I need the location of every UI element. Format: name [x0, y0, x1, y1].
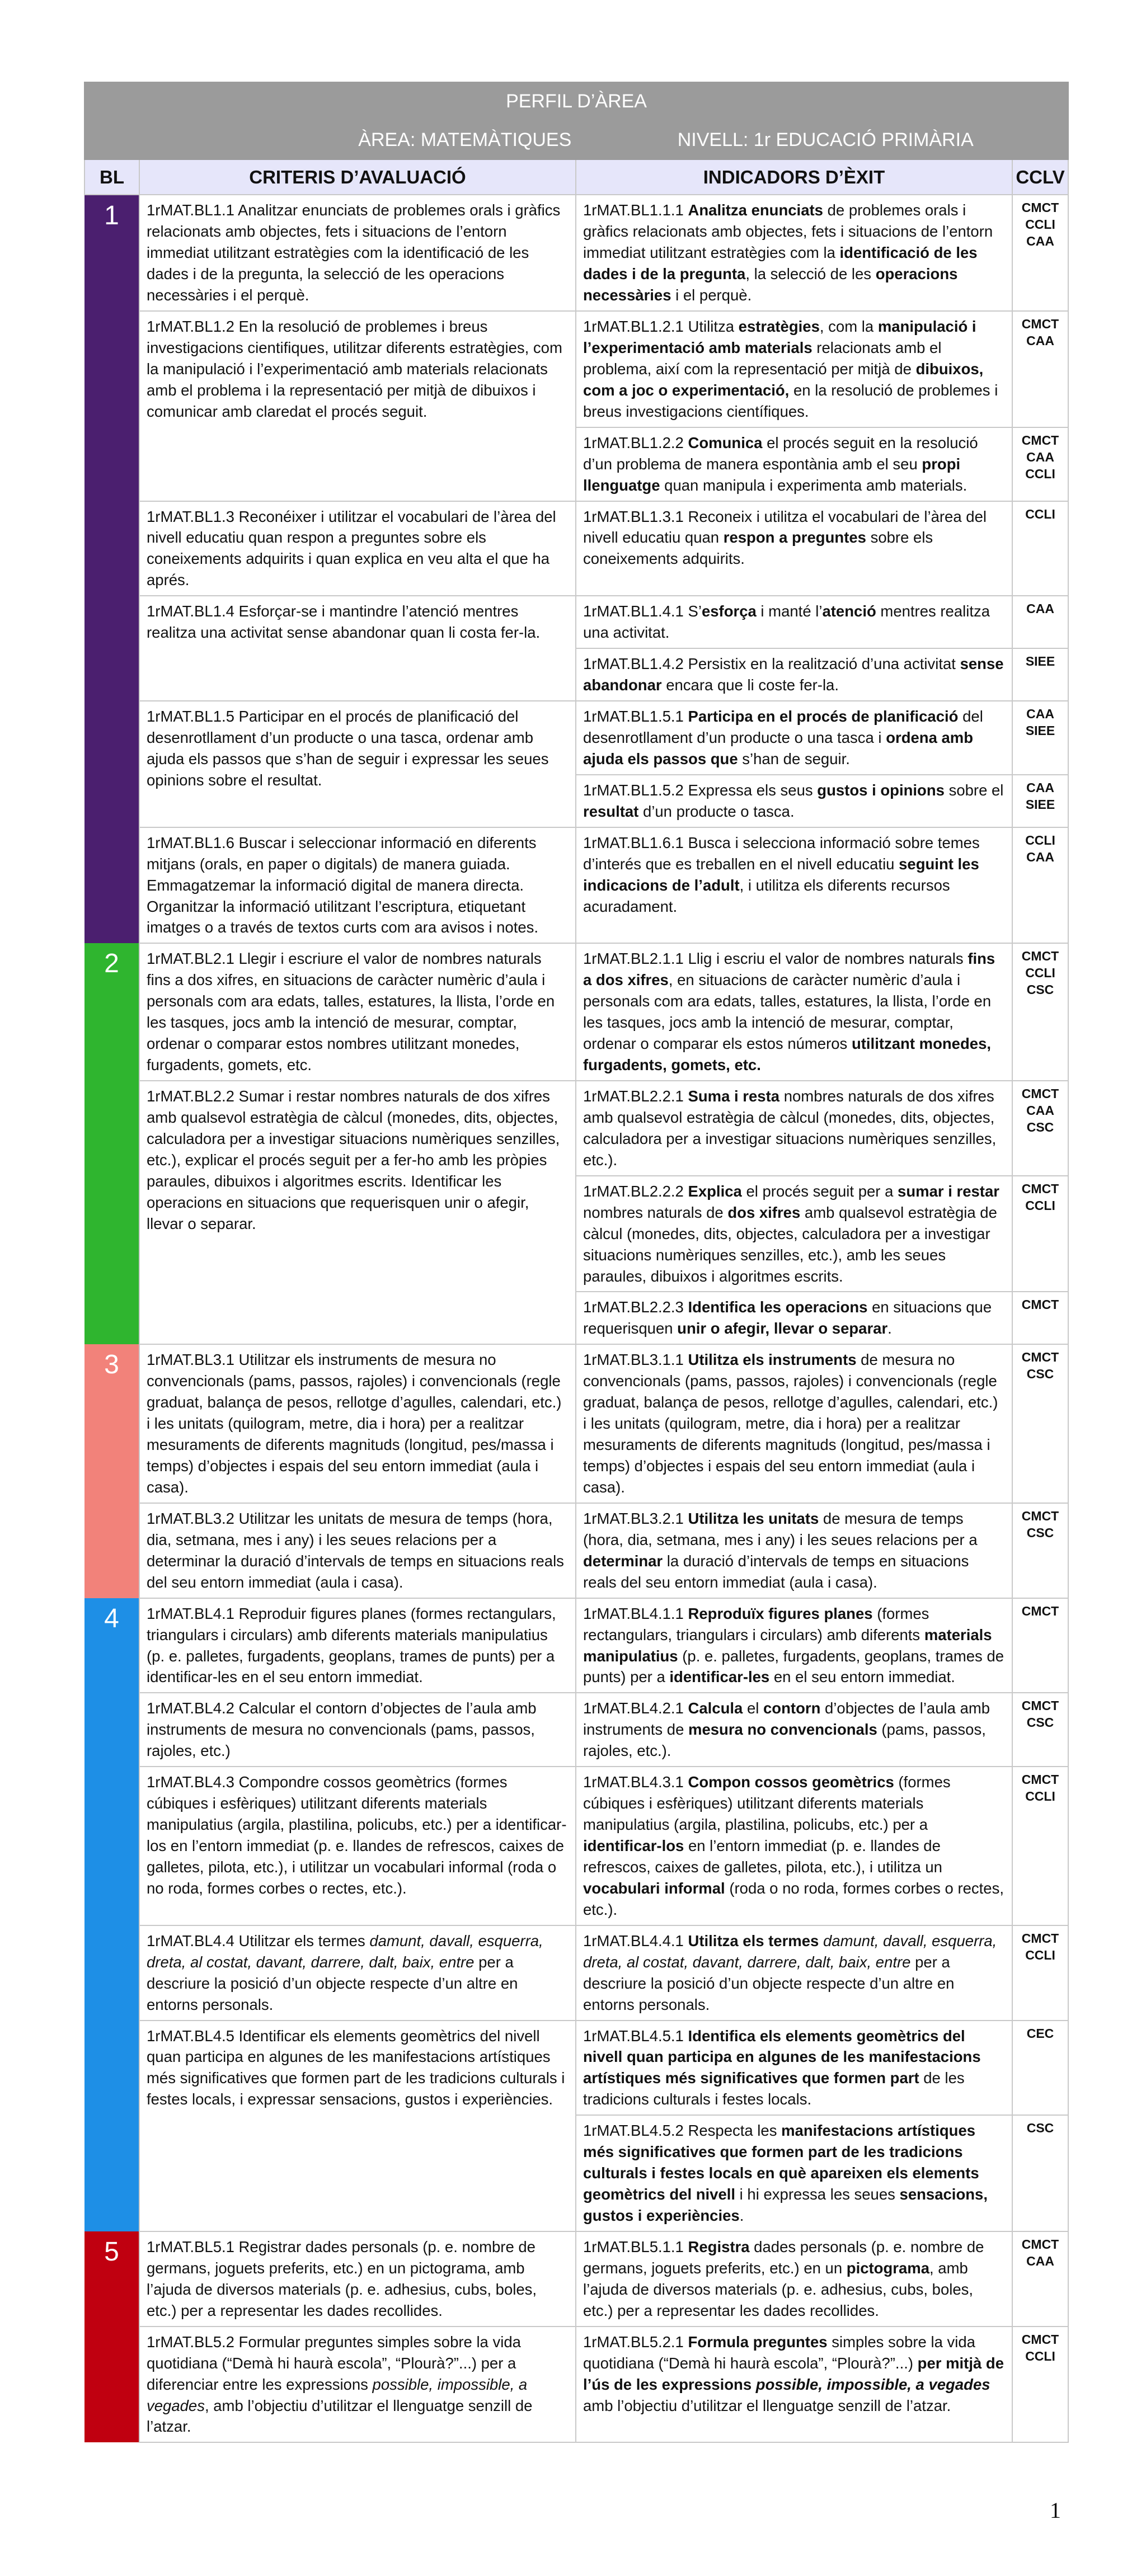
competence-cell: CMCT CSC — [1012, 1693, 1068, 1767]
indicator-cell: 1rMAT.BL4.2.1 Calcula el contorn d’objectes de l’aula amb instruments de mesura no convencionals (pams, passos, rajoles, etc.). — [576, 1693, 1012, 1767]
indicator-cell: 1rMAT.BL1.5.2 Expressa els seus gustos i opinions sobre el resultat d’un producte o tasca. — [576, 775, 1012, 827]
column-header-indicators: INDICADORS D’ÈXIT — [576, 159, 1012, 195]
table-row — [84, 943, 1068, 1081]
criterion-cell: 1rMAT.BL2.1 Llegir i escriure el valor de nombres naturals fins a dos xifres, en situacions de caràcter numèric d’aula i personals com ara edats, talles, estatures, la llista, l’orde en les tasques, jocs amb la intenció de mesurar, comptar, ordenar o comparar estos nombres utilitzant monedes, furgadents, gomets, etc. — [139, 943, 576, 1081]
competence-cell: CMCT — [1012, 1292, 1068, 1344]
table-row — [84, 1598, 1068, 1693]
criterion-cell: 1rMAT.BL1.6 Buscar i seleccionar informació en diferents mitjans (orals, en paper o digitals) de manera guiada. Emmagatzemar la informació digital de manera directa. Organitzar la informació utilitzant l’escriptura, etiquetant imatges o a través de textos curts com ara avisos i notes. — [139, 827, 576, 944]
indicator-cell: 1rMAT.BL1.4.2 Persistix en la realització d’una activitat sense abandonar encara que li coste fer-la. — [576, 648, 1012, 701]
criterion-cell: 1rMAT.BL5.2 Formular preguntes simples sobre la vida quotidiana (“Demà hi haurà escola”, “Plourà?”...) per a diferenciar entre les expressions possible, impossible, a vegades, amb l’objectiu d’utilitzar el llenguatge senzill de l’atzar. — [139, 2327, 576, 2443]
competence-cell: CMCT CCLI — [1012, 2327, 1068, 2443]
indicator-cell: 1rMAT.BL5.2.1 Formula preguntes simples sobre la vida quotidiana (“Demà hi haurà escola”, “Plourà?”...) per mitjà de l’ús de les expressions possible, impossible, a vegades amb l’objectiu d’utilitzar el llenguatge senzill de l’atzar. — [576, 2327, 1012, 2443]
competence-cell: CMCT CCLI CAA — [1012, 195, 1068, 311]
area-label: ÀREA: MATEMÀTIQUES — [358, 129, 572, 150]
criterion-cell: 1rMAT.BL3.1 Utilitzar els instruments de mesura no convencionals (pams, passos, rajoles) i convencionals (regle graduat, balança de pesos, rellotge d’agulles, calendari, etc.) i les unitats (quilogram, metre, dia i hora) per a realitzar mesuraments de diferents magnituds (longitud, pes/massa i temps) d’objectes i espais del seu entorn immediat (aula i casa). — [139, 1344, 576, 1503]
table-row — [84, 1767, 1068, 1925]
area-profile-table — [84, 82, 1069, 2443]
criterion-cell: 1rMAT.BL1.2 En la resolució de problemes i breus investigacions cientifiques, utilitzar diferents estratègies, com la manipulació i l’experimentació amb materials relacionats amb el problema i la representació per mitjà de dibuixos i comunicar amb claredat el procés seguit. — [139, 311, 576, 501]
table-row — [84, 311, 1068, 427]
criterion-cell: 1rMAT.BL1.3 Reconéixer i utilitzar el vocabulari de l’àrea del nivell educatiu quan respon a preguntes sobre els coneixements adquirits i quan explica en veu alta el que ha aprés. — [139, 501, 576, 596]
table-row — [84, 1925, 1068, 2021]
indicator-cell: 1rMAT.BL1.6.1 Busca i selecciona informació sobre temes d’interés que es treballen en el nivell educatiu seguint les indicacions de l’adult, i utilitza els diferents recursos acuradament. — [576, 827, 1012, 944]
competence-cell: CMCT CCLI — [1012, 1925, 1068, 2021]
criterion-cell: 1rMAT.BL4.3 Compondre cossos geomètrics (formes cúbiques i esfèriques) utilitzant diferents materials manipulatius (argila, plastilina, policubs, etc.) per a identificar-los en l’entorn immediat (p. e. llandes de refrescos, caixes de galletes, pilota, etc.), i utilitzar un vocabulari informal (roda o no roda, formes corbes o rectes, etc.). — [139, 1767, 576, 1925]
criterion-cell: 1rMAT.BL4.5 Identificar els elements geomètrics del nivell quan participa en algunes de les manifestacions artístiques més significatives que formen part de les tradicions culturals i festes locals, i expressar sensacions, gustos i experiències. — [139, 2021, 576, 2231]
column-header-criteria: CRITERIS D’AVALUACIÓ — [139, 159, 576, 195]
column-header-bl: BL — [84, 159, 139, 195]
competence-cell: CEC — [1012, 2021, 1068, 2116]
table-row — [84, 1344, 1068, 1503]
table-row — [84, 501, 1068, 596]
indicator-cell: 1rMAT.BL2.1.1 Llig i escriu el valor de nombres naturals fins a dos xifres, en situacions de caràcter numèric d’aula i personals com ara edats, talles, estatures, la llista, l’orde en les tasques, jocs amb la intenció de mesurar, comptar, ordenar o comparar els estos números utilitzant monedes, furgadents, gomets, etc. — [576, 943, 1012, 1081]
block-number-4: 4 — [84, 1598, 139, 2231]
indicator-cell: 1rMAT.BL1.2.1 Utilitza estratègies, com la manipulació i l’experimentació amb materials relacionats amb el problema, així com la representació per mitjà de dibuixos, com a joc o experimentació, en la resolució de problemes i breus investigacions científiques. — [576, 311, 1012, 427]
indicator-cell: 1rMAT.BL1.3.1 Reconeix i utilitza el vocabulari de l’àrea del nivell educatiu quan respon a preguntes sobre els coneixements adquirits. — [576, 501, 1012, 596]
column-header-cclv: CCLV — [1012, 159, 1068, 195]
table-title: PERFIL D’ÀREA — [84, 82, 1068, 121]
indicator-cell: 1rMAT.BL2.2.1 Suma i resta nombres naturals de dos xifres amb qualsevol estratègia de càlcul (monedes, dits, objectes, calculadora per a investigar situacions numèriques senzilles, etc.). — [576, 1081, 1012, 1176]
table-row — [84, 195, 1068, 311]
indicator-cell: 1rMAT.BL1.5.1 Participa en el procés de planificació del desenrotllament d’un producte o una tasca i ordena amb ajuda els passos que s’han de seguir. — [576, 701, 1012, 775]
table-row — [84, 596, 1068, 648]
table-row — [84, 2021, 1068, 2116]
indicator-cell: 1rMAT.BL2.2.3 Identifica les operacions en situacions que requerisquen unir o afegir, llevar o separar. — [576, 1292, 1012, 1344]
competence-cell: CMCT CCLI — [1012, 1176, 1068, 1292]
indicator-cell: 1rMAT.BL3.2.1 Utilitza les unitats de mesura de temps (hora, dia, setmana, mes i any) i les seues relacions per a determinar la duració d’intervals de temps en situacions reals del seu entorn immediat (aula i casa). — [576, 1503, 1012, 1598]
criterion-cell: 1rMAT.BL2.2 Sumar i restar nombres naturals de dos xifres amb qualsevol estratègia de càlcul (monedes, dits, objectes, calculadora per a investigar situacions numèriques senzilles, etc.), explicar el procés seguit per a fer-ho amb les pròpies paraules, dibuixos i algoritmes escrits. Identificar les operacions en situacions que requerisquen unir o afegir, llevar o separar. — [139, 1081, 576, 1344]
block-number-5: 5 — [84, 2231, 139, 2442]
table-row — [84, 1503, 1068, 1598]
competence-cell: CMCT CAA CCLI — [1012, 427, 1068, 501]
competence-cell: CMCT CAA — [1012, 311, 1068, 427]
criterion-cell: 1rMAT.BL4.2 Calcular el contorn d’objectes de l’aula amb instruments de mesura no convencionals (pams, passos, rajoles, etc.) — [139, 1693, 576, 1767]
table-row — [84, 2231, 1068, 2327]
competence-cell: CMCT CAA — [1012, 2231, 1068, 2327]
table-row — [84, 1081, 1068, 1176]
indicator-cell: 1rMAT.BL4.5.1 Identifica els elements geomètrics del nivell quan participa en algunes de les manifestacions artístiques més significatives que formen part de les tradicions culturals i festes locals. — [576, 2021, 1012, 2116]
indicator-cell: 1rMAT.BL4.1.1 Reproduïx figures planes (formes rectangulars, triangulars i circulars) amb diferents materials manipulatius (p. e. palletes, furgadents, geoplans, trames de punts) per a identificar-les en el seu entorn immediat. — [576, 1598, 1012, 1693]
competence-cell: CAA SIEE — [1012, 775, 1068, 827]
table-row — [84, 701, 1068, 775]
competence-cell: SIEE — [1012, 648, 1068, 701]
competence-cell: CMCT CSC — [1012, 1344, 1068, 1503]
indicator-cell: 1rMAT.BL2.2.2 Explica el procés seguit per a sumar i restar nombres naturals de dos xifres amb qualsevol estratègia de càlcul (monedes, dits, objectes, calculadora per a investigar situacions numèriques senzilles, etc.), amb les seues paraules, dibuixos i algoritmes escrits. — [576, 1176, 1012, 1292]
table-row — [84, 1693, 1068, 1767]
area-level-row — [84, 121, 1068, 159]
indicator-cell: 1rMAT.BL5.1.1 Registra dades personals (p. e. nombre de germans, joguets preferits, etc.) en un pictograma, amb l’ajuda de diversos materials (p. e. adhesius, cubs, boles, etc.) per a representar les dades recollides. — [576, 2231, 1012, 2327]
criterion-cell: 1rMAT.BL1.5 Participar en el procés de planificació del desenrotllament d’un producte o una tasca, ordenar amb ajuda els passos que s’han de seguir i expressar les seues opinions sobre el resultat. — [139, 701, 576, 827]
table-row — [84, 827, 1068, 944]
indicator-cell: 1rMAT.BL4.5.2 Respecta les manifestacions artístiques més significatives que formen part de les tradicions culturals i festes locals en què apareixen els elements geomètrics del nivell i hi expressa les seues sensacions, gustos i experiències. — [576, 2115, 1012, 2231]
indicator-cell: 1rMAT.BL3.1.1 Utilitza els instruments de mesura no convencionals (pams, passos, rajoles) i convencionals (regle graduat, balança de pesos, rellotge d’agulles, calendari, etc.) i les unitats (quilogram, metre, dia i hora) per a realitzar mesuraments de diferents magnituds (longitud, pes/massa i temps) d’objectes i espais del seu entorn immediat (aula i casa). — [576, 1344, 1012, 1503]
indicator-cell: 1rMAT.BL1.4.1 S’esforça i manté l’atenció mentres realitza una activitat. — [576, 596, 1012, 648]
criterion-cell: 1rMAT.BL3.2 Utilitzar les unitats de mesura de temps (hora, dia, setmana, mes i any) i les seues relacions per a determinar la duració d’intervals de temps en situacions reals del seu entorn immediat (aula i casa). — [139, 1503, 576, 1598]
criterion-cell: 1rMAT.BL4.1 Reproduir figures planes (formes rectangulars, triangulars i circulars) amb diferents materials manipulatius (p. e. palletes, furgadents, geoplans, trames de punts) per a identificar-les en el seu entorn immediat. — [139, 1598, 576, 1693]
competence-cell: CSC — [1012, 2115, 1068, 2231]
criterion-cell: 1rMAT.BL1.4 Esforçar-se i mantindre l’atenció mentres realitza una activitat sense abandonar quan li costa fer-la. — [139, 596, 576, 701]
indicator-cell: 1rMAT.BL4.4.1 Utilitza els termes damunt, davall, esquerra, dreta, al costat, davant, darrere, dalt, baix, entre per a descriure la posició d’un objecte respecte d’un altre en entorns personals. — [576, 1925, 1012, 2021]
competence-cell: CMCT CCLI — [1012, 1767, 1068, 1925]
area-profile-sheet — [84, 82, 1068, 2443]
competence-cell: CMCT CCLI CSC — [1012, 943, 1068, 1081]
indicator-cell: 1rMAT.BL1.1.1 Analitza enunciats de problemes orals i gràfics relacionats amb objectes, fets i situacions de l’entorn immediat utilitzant estratègies com la identificació de les dades i de la pregunta, la selecció de les operacions necessàries i el perquè. — [576, 195, 1012, 311]
indicator-cell: 1rMAT.BL1.2.2 Comunica el procés seguit en la resolució d’un problema de manera espontània amb el seu propi llenguatge quan manipula i experimenta amb materials. — [576, 427, 1012, 501]
criterion-cell: 1rMAT.BL5.1 Registrar dades personals (p. e. nombre de germans, joguets preferits, etc.) en un pictograma, amb l’ajuda de diversos materials (p. e. adhesius, cubs, boles, etc.) per a representar les dades recollides. — [139, 2231, 576, 2327]
table-row — [84, 2327, 1068, 2443]
competence-cell: CCLI CAA — [1012, 827, 1068, 944]
competence-cell: CAA SIEE — [1012, 701, 1068, 775]
criterion-cell: 1rMAT.BL1.1 Analitzar enunciats de problemes orals i gràfics relacionats amb objectes, fets i situacions de l’entorn immediat utilitzant estratègies com la identificació de les dades i de la pregunta, la selecció de les operacions necessàries i el perquè. — [139, 195, 576, 311]
block-number-2: 2 — [84, 943, 139, 1344]
competence-cell: CMCT CAA CSC — [1012, 1081, 1068, 1176]
competence-cell: CAA — [1012, 596, 1068, 648]
block-number-3: 3 — [84, 1344, 139, 1598]
competence-cell: CMCT CSC — [1012, 1503, 1068, 1598]
page-number: 1 — [1050, 2498, 1061, 2523]
indicator-cell: 1rMAT.BL4.3.1 Compon cossos geomètrics (formes cúbiques i esfèriques) utilitzant diferents materials manipulatius (argila, plastilina, policubs, etc.) per a identificar-los en l’entorn immediat (p. e. llandes de refrescos, caixes de galletes, pilota, etc.), i utilitza un vocabulari informal (roda o no roda, formes corbes o rectes, etc.). — [576, 1767, 1012, 1925]
level-label: NIVELL: 1r EDUCACIÓ PRIMÀRIA — [677, 129, 974, 150]
competence-cell: CMCT — [1012, 1598, 1068, 1693]
criterion-cell: 1rMAT.BL4.4 Utilitzar els termes damunt, davall, esquerra, dreta, al costat, davant, darrere, dalt, baix, entre per a descriure la posició d’un objecte respecte d’un altre en entorns personals. — [139, 1925, 576, 2021]
competence-cell: CCLI — [1012, 501, 1068, 596]
block-number-1: 1 — [84, 195, 139, 943]
